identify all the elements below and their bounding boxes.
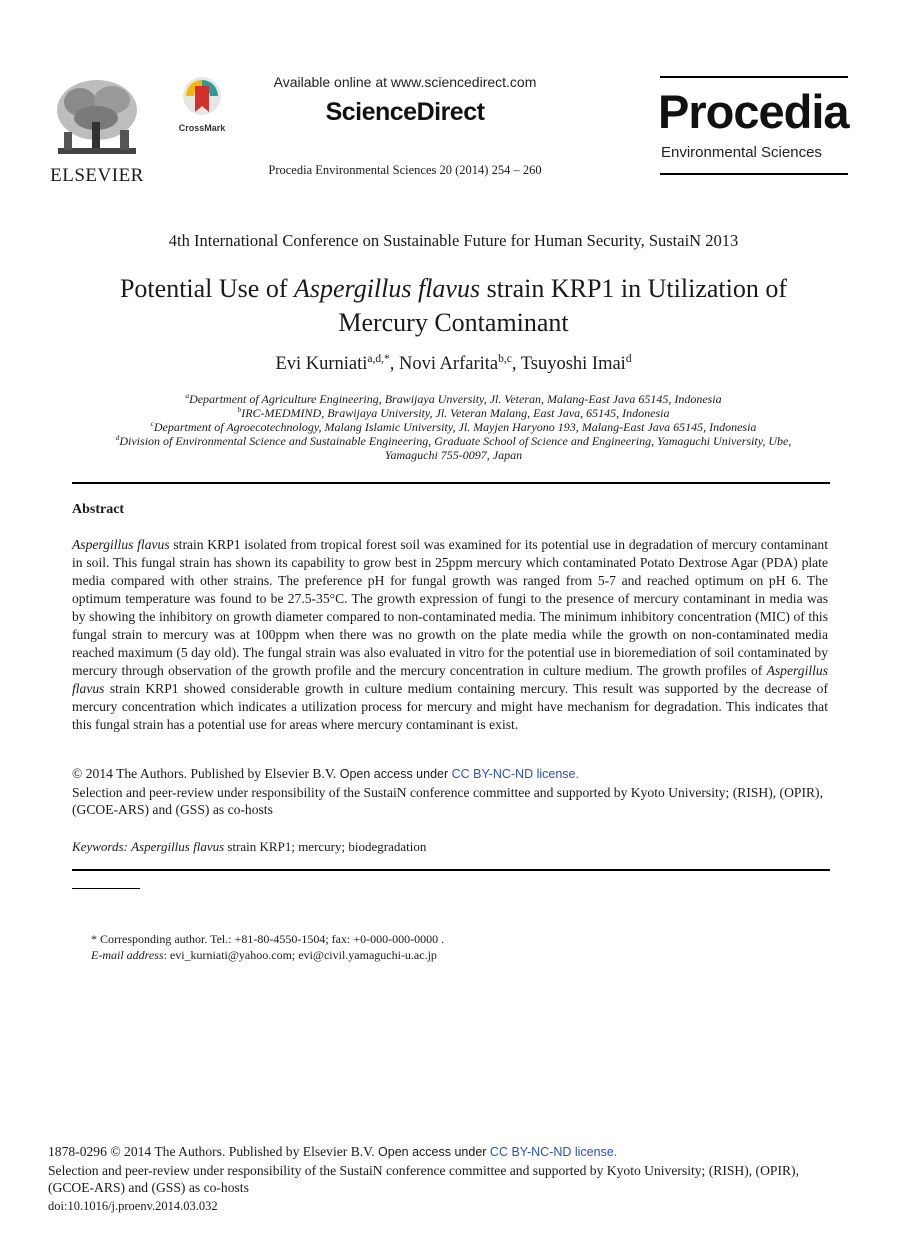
author-sup: d — [625, 352, 632, 365]
title-part2: strain KRP1 in Utilization of — [480, 274, 788, 303]
affiliation-line: $^c$Department of Agroecotechnology, Malang Islamic University, Jl. Mayjen Haryono 193, Malang-East Java 65145, Indonesia — [150, 419, 757, 434]
author-sup: a,d,* — [367, 352, 390, 365]
keywords-bottom-rule — [72, 869, 830, 871]
author-name: Evi Kurniati — [275, 354, 368, 374]
doi[interactable]: doi:10.1016/j.proenv.2014.03.032 — [48, 1198, 218, 1213]
affiliation-line: $^a$Department of Agriculture Engineering, Brawijaya Unversity, Jl. Veteran, Malang-East Java 65145, Indonesia — [185, 391, 722, 406]
affiliation-line: Yamaguchi 755-0097, Japan — [384, 448, 523, 462]
email-label: E-mail address — [91, 948, 164, 962]
email-addresses: : evi_kurniati@yahoo.com; evi@civil.yamaguchi-u.ac.jp — [163, 948, 437, 962]
elsevier-logo — [50, 74, 144, 186]
procedia-bottom-rule — [660, 173, 848, 175]
crossmark-logo[interactable] — [172, 76, 232, 136]
author-name: Novi Arfarita — [398, 354, 499, 374]
keywords: Keywords: Aspergillus flavus strain KRP1; mercury; biodegradation — [72, 839, 427, 854]
available-online: Available online at www.sciencedirect.com — [273, 74, 537, 90]
corresponding-author-note: * Corresponding author. Tel.: +81-80-4550-1504; fax: +0-000-000-0000 . E-mail address: evi_kurniati@yahoo.com; evi@civil.yamaguchi-u.ac.jp — [91, 932, 445, 962]
abstract-top-rule — [72, 482, 830, 484]
affiliation-line: $^d$Division of Environmental Science and Sustainable Engineering, Graduate School of Science and Engineering, Yamaguchi University, Ube, — [115, 433, 792, 448]
procedia-subtitle: Environmental Sciences — [661, 144, 822, 161]
license-link[interactable]: CC BY-NC-ND license. — [451, 767, 579, 781]
sciencedirect-logo: ScienceDirect — [325, 98, 485, 126]
peer-review-note: Selection and peer-review under responsibility of the SustaiN conference committee and supported by Kyoto University; (RISH), (OPIR), (GCOE-ARS) and (GSS) as co-hosts — [72, 784, 823, 817]
footer-peer-review: Selection and peer-review under responsibility of the SustaiN conference committee and supported by Kyoto University; (RISH), (OPIR), (GCOE-ARS) and (GSS) as co-hosts — [48, 1162, 799, 1195]
author-list: Evi Kurniati$^{a,d,*}$, Novi Arfarita$^{b,c}$, Tsuyoshi Imai$^d$ — [275, 352, 632, 374]
conference-name: 4th International Conference on Sustainable Future for Human Security, SustaiN 2013 — [168, 231, 739, 250]
title-part1: Potential Use of — [119, 274, 294, 303]
copyright-block: © 2014 The Authors. Published by Elsevier B.V. Open access under CC BY-NC-ND license. Selection and peer-review under responsibility of the SustaiN conference committee and supported by Kyoto University; (RISH), (OPIR), (GCOE-ARS) and (GSS) as co-hosts — [72, 766, 823, 817]
footer-license-link[interactable]: CC BY-NC-ND license. — [489, 1145, 618, 1159]
abstract-heading: Abstract — [72, 502, 125, 517]
author-name: Tsuyoshi Imai — [520, 354, 626, 374]
crossmark-icon — [182, 76, 222, 116]
elsevier-label: ELSEVIER — [50, 165, 144, 186]
paper-title — [40, 272, 867, 340]
abstract-body: Aspergillus flavus strain KRP1 isolated from tropical forest soil was examined for its potential use in degradation of mercury contaminant in soil. This fungal strain has shown its capability to grow best in 25ppm mercury which contaminated Potato Dextrose Agar (PDA) plate media compared with other strains. The preference pH for fungal growth was ranged from 5-7 and reached optimum on pH 6. The optimum temperature was found to be 27.5-35°C. The growth expression of fungi to the presence of mercury contaminant in media was by showing the inhibitory on growth diameter compared to non-contaminated media. The minimum inhibitory concentration (MIC) of this fungal strain to mercury was at 100ppm when there was no growth on the plate media while the growth on non-contaminated media reached maximum (5 day old). The fungal strain was also evaluated in vitro for the potential use in bioremediation of soil contaminated by mercury through observation of the growth profile and the mercury concentration in culture medium. The growth profiles of Aspergillus flavus strain KRP1 showed considerable growth in culture medium containing mercury. This result was supported by the decrease of mercury concentration which indicates a utilization process for mercury and might have mechanism for degradation. This indicates that this fungal strain has a potential use for areas where mercury contaminant is exist. — [72, 537, 828, 732]
elsevier-tree-icon — [50, 74, 144, 158]
affiliation-line: $^b$IRC-MEDMIND, Brawijaya University, Jl. Veteran Malang, East Java, 65145, Indonesia — [237, 405, 670, 420]
abstract-species: Aspergillus flavus — [72, 663, 828, 696]
abstract-species: Aspergillus flavus — [72, 537, 170, 552]
affiliations — [40, 392, 867, 462]
title-species: Aspergillus flavus — [294, 274, 481, 303]
title-line2: Mercury Contaminant — [338, 308, 569, 337]
procedia-top-rule — [660, 76, 848, 78]
journal-reference: Procedia Environmental Sciences 20 (2014) 254 – 260 — [268, 163, 542, 177]
procedia-title: Procedia — [658, 85, 849, 138]
author-sup: b,c — [498, 352, 512, 365]
footnote-rule — [72, 888, 140, 889]
page-footer: 1878-0296 © 2014 The Authors. Published by Elsevier B.V. Open access under CC BY-NC-ND license. Selection and peer-review under responsibility of the SustaiN conference committee and supported by Kyoto University; (RISH), (OPIR), (GCOE-ARS) and (GSS) as co-hosts doi:10.1016/j.proenv.2014.03.032 — [48, 1144, 799, 1213]
issn: 1878-0296 — [48, 1144, 111, 1159]
crossmark-label: CrossMark — [178, 123, 226, 133]
